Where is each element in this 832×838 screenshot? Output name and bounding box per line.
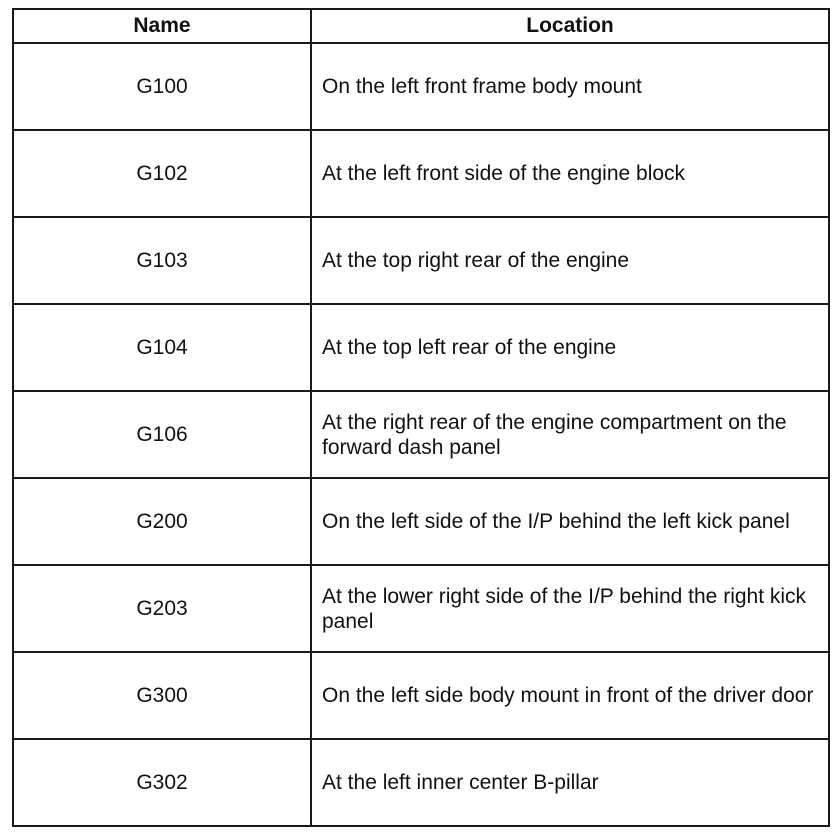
- ground-name: G203: [13, 565, 311, 652]
- table-row: [13, 130, 829, 217]
- table-row: [13, 304, 829, 391]
- ground-location: At the left front side of the engine block: [311, 130, 829, 217]
- ground-name: G104: [13, 304, 311, 391]
- table-row: [13, 739, 829, 826]
- table-row: [13, 391, 829, 478]
- ground-location: At the top right rear of the engine: [311, 217, 829, 304]
- header-name: Name: [13, 9, 311, 43]
- ground-name: G302: [13, 739, 311, 826]
- table-row: [13, 565, 829, 652]
- ground-location: On the left front frame body mount: [311, 43, 829, 130]
- ground-location: On the left side of the I/P behind the left kick panel: [311, 478, 829, 565]
- table-row: [13, 43, 829, 130]
- ground-name: G200: [13, 478, 311, 565]
- ground-location: At the lower right side of the I/P behind the right kick panel: [311, 565, 829, 652]
- ground-location: At the left inner center B-pillar: [311, 739, 829, 826]
- ground-locations-table: [12, 8, 830, 827]
- ground-name: G103: [13, 217, 311, 304]
- ground-location: At the right rear of the engine compartment on the forward dash panel: [311, 391, 829, 478]
- header-location: Location: [311, 9, 829, 43]
- ground-name: G300: [13, 652, 311, 739]
- ground-location: At the top left rear of the engine: [311, 304, 829, 391]
- table-row: [13, 478, 829, 565]
- table-row: [13, 217, 829, 304]
- ground-location: On the left side body mount in front of the driver door: [311, 652, 829, 739]
- ground-name: G106: [13, 391, 311, 478]
- ground-name: G100: [13, 43, 311, 130]
- header-row: [13, 9, 829, 43]
- table-row: [13, 652, 829, 739]
- ground-name: G102: [13, 130, 311, 217]
